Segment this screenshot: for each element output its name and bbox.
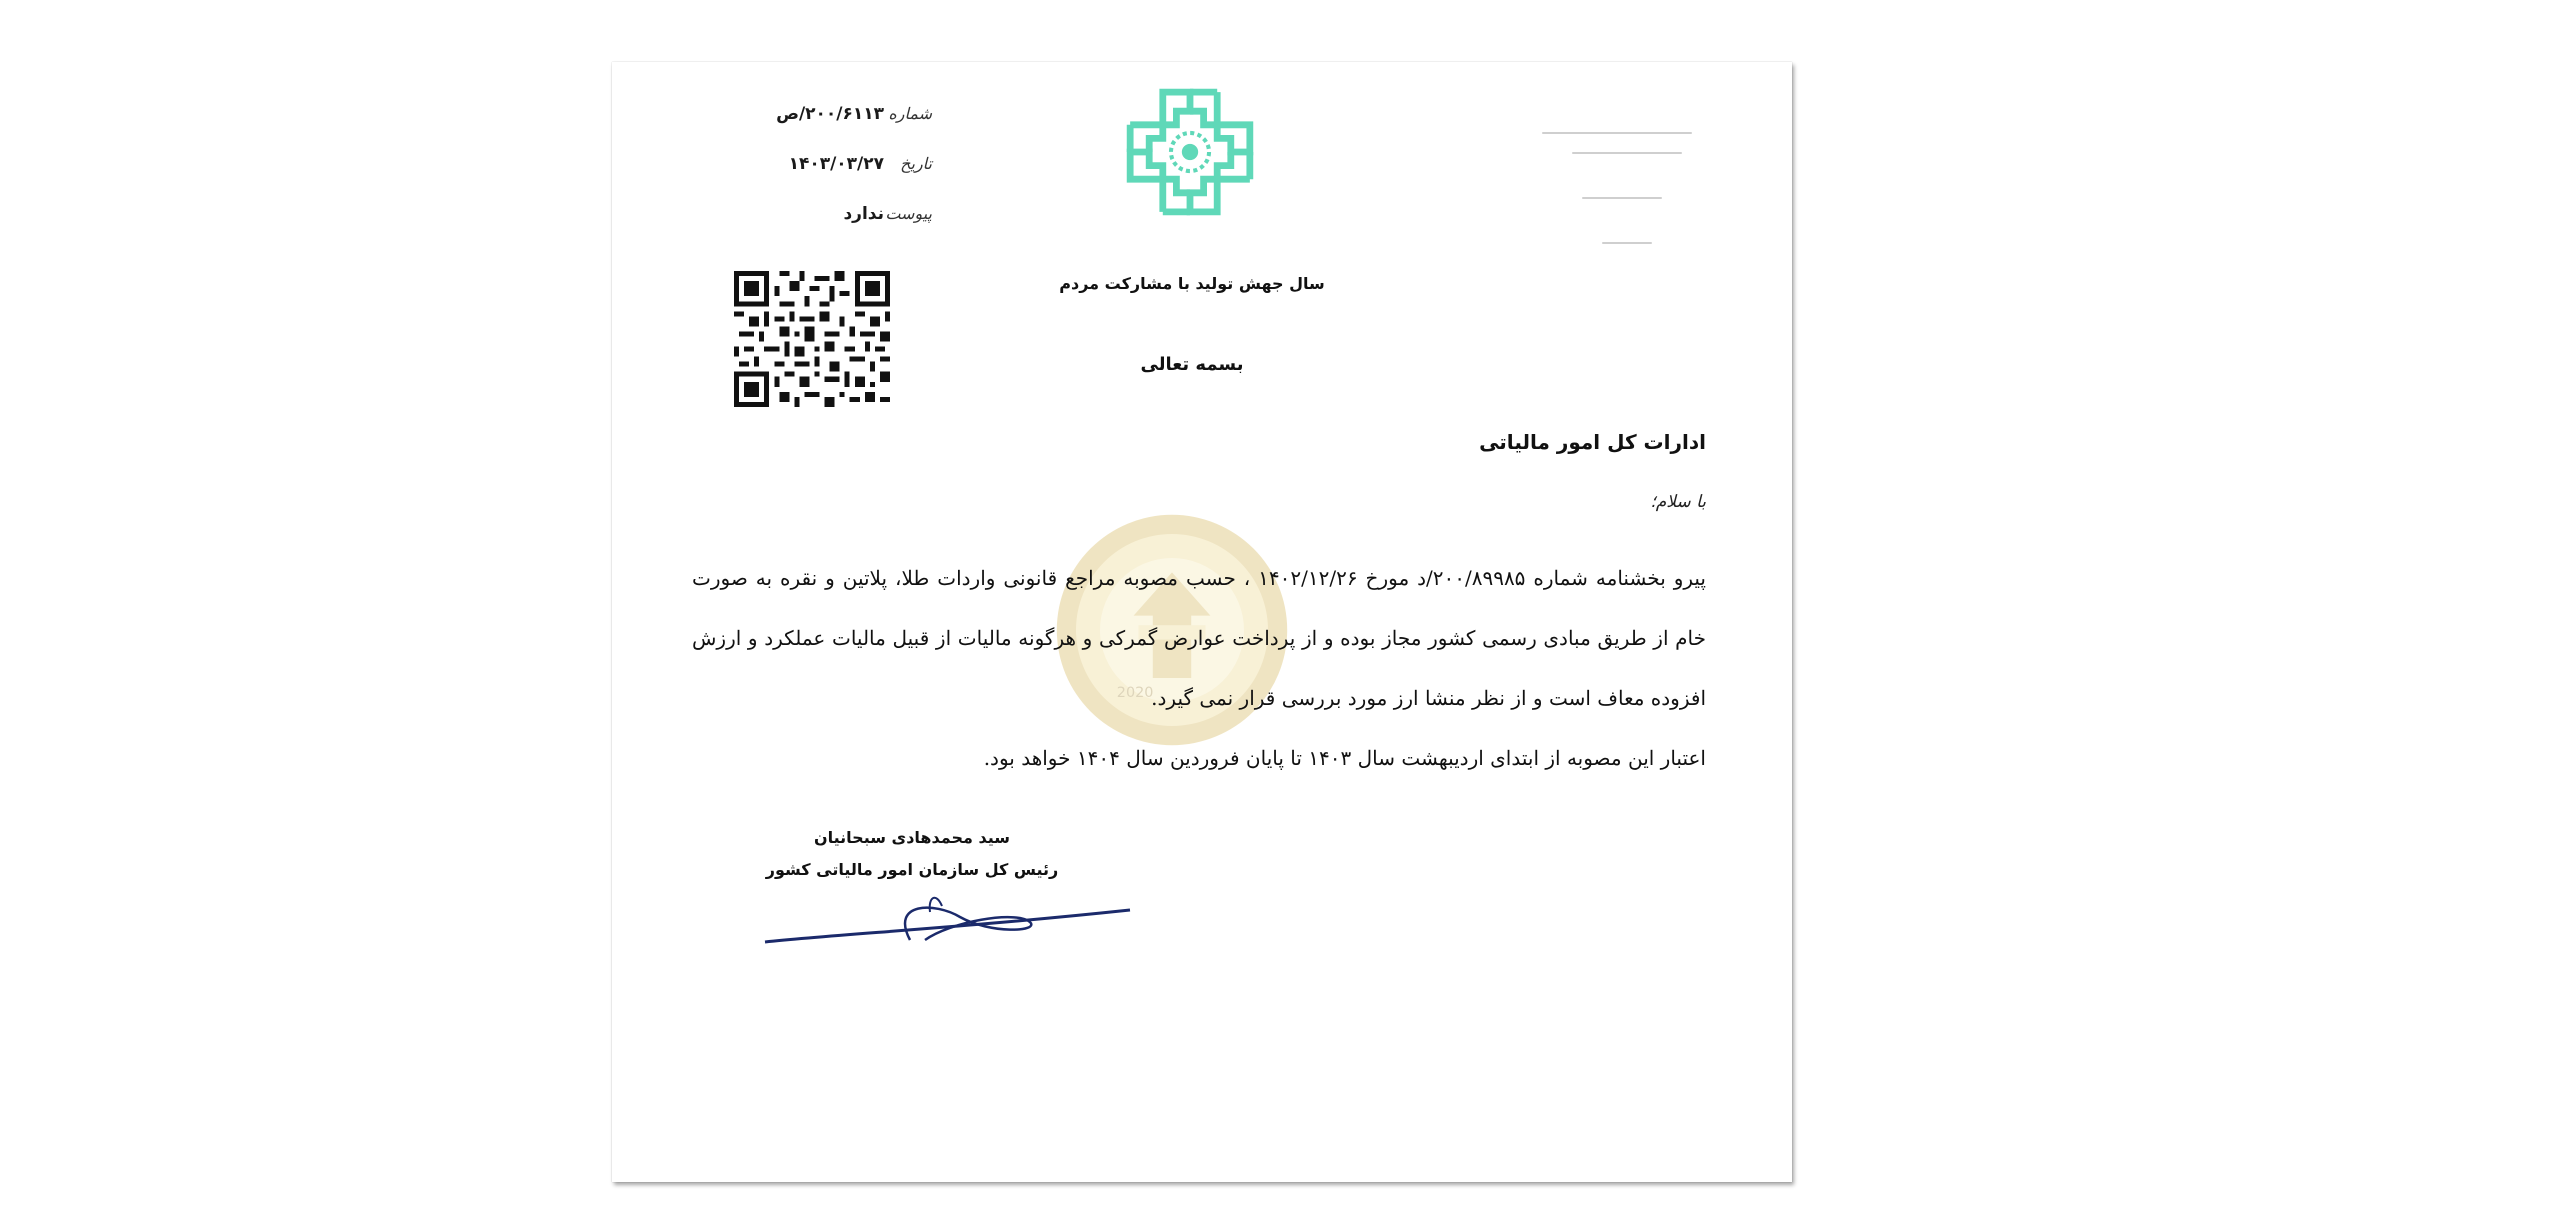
signatory-name: سید محمدهادی سبحانیان [813,828,1011,847]
letter-body [692,548,1706,788]
year-slogan: سال جهش تولید با مشارکت مردم [1059,274,1325,293]
body-paragraph-1: پیرو بخشنامه شماره ۲۰۰/۸۹۹۸۵/د مورخ ۱۴۰۲/۱۲/۲۶ ، حسب مصوبه مراجع قانونی واردات طلا، پلاتین و نقره به صورت خام از طریق مبادی رسمی کشور مجاز بوده و از پرداخت عوارض گمرکی و هرگونه مالیات از قبیل مالیات عملکرد و ارزش افزوده معاف است و از نظر منشا ارز مورد بررسی قرار نمی گیرد. [692,566,1707,710]
qr-code-icon [734,270,890,408]
number-row [732,92,932,142]
body-paragraph-2: اعتبار این مصوبه از ابتدای اردیبهشت سال ۱۴۰۳ تا پایان فروردین سال ۱۴۰۴ خواهد بود. [983,746,1706,770]
number-value: ۲۰۰/۶۱۱۳/ص [776,104,884,124]
watermark-year: 2020 [1116,685,1154,702]
faded-header-text [1512,92,1732,262]
handwritten-signature-icon [760,862,1140,952]
date-row [732,142,932,192]
greeting: با سلام؛ [1650,492,1706,512]
organization-emblem-icon [1122,84,1258,220]
letter-page [612,62,1792,1182]
bismillah-heading: بسمه تعالی [1140,354,1244,375]
signatory-title: رئیس کل سازمان امور مالیاتی کشور [765,860,1059,879]
date-label: تاریخ [900,154,932,173]
addressee: ادارات کل امور مالیاتی [1479,430,1706,454]
date-value: ۱۴۰۳/۰۳/۲۷ [788,154,884,174]
number-label: شماره [888,104,932,123]
attachment-value: ندارد [843,204,884,224]
attachment-label: پیوست [885,204,932,223]
letter-meta [732,92,932,242]
attachment-row [732,192,932,242]
